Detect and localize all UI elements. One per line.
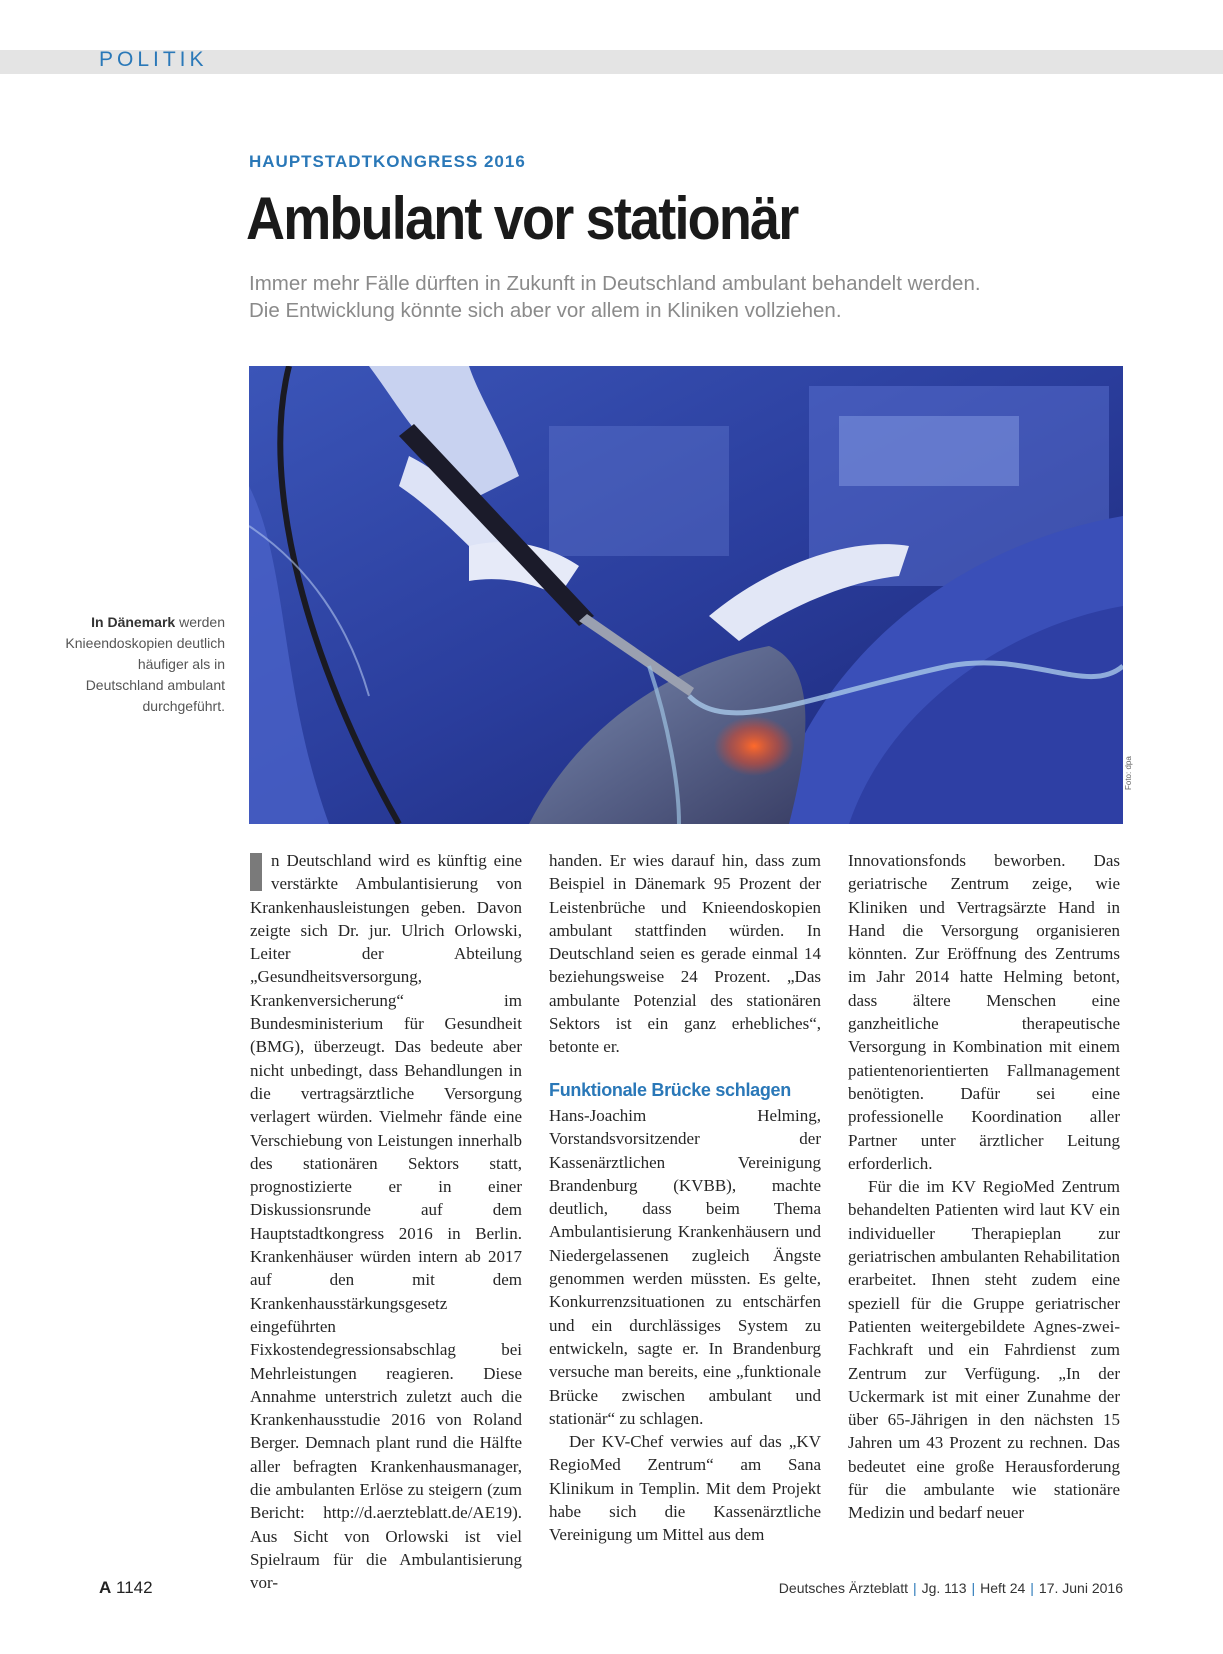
page-prefix: A [99, 1578, 112, 1597]
journal-issue: Heft 24 [980, 1580, 1026, 1596]
teaser-line: Immer mehr Fälle dürften in Zukunft in Deutschland ambulant behandelt werden. [249, 272, 981, 295]
page-number-value: 1142 [116, 1578, 153, 1597]
article-teaser [249, 270, 1149, 324]
text-column-1 [250, 849, 522, 1595]
journal-volume: Jg. 113 [921, 1580, 967, 1596]
paragraph: Hans-Joachim Helming, Vorstandsvorsitzender der Kassenärztlichen Vereinigung Brandenburg (KVBB), machte deutlich, dass beim Thema Ambulantisierung Krankenhäusern und Niedergelassenen zugleich Ängste genommen werden müssten. Es gelte, Konkurrenzsituationen zu entschärfen und ein durchlässiges System zu entwickeln, sagte er. In Brandenburg versuche man bereits, eine „funktionale Brücke zwischen ambulant und stationär“ zu schlagen. [549, 1105, 821, 1428]
caption-lead: In Dänemark [91, 614, 176, 630]
paragraph: Der KV-Chef verwies auf das „KV RegioMed Zentrum“ am Sana Klinikum in Templin. Mit dem Projekt habe sich die Kassenärztliche Vereinigung um Mittel aus dem [549, 1432, 821, 1545]
journal-date: 17. Juni 2016 [1038, 1580, 1123, 1596]
separator: | [912, 1580, 917, 1596]
section-label: POLITIK [99, 48, 208, 71]
teaser-line: Die Entwicklung könnte sich aber vor allem in Kliniken vollziehen. [249, 299, 842, 322]
text-column-3 [848, 849, 1120, 1525]
knee-endoscopy-photo [249, 366, 1123, 824]
journal-name: Deutsches Ärzteblatt [778, 1580, 908, 1596]
text-column-2 [549, 849, 821, 1547]
section-subheading: Funktionale Brücke schlagen [549, 1079, 791, 1100]
caption-text: werden Knieendoskopien deutlich häufiger als in Deutschland ambulant durchgeführt. [65, 614, 225, 714]
photo-caption [60, 612, 225, 717]
dropcap-initial [250, 853, 262, 891]
paragraph: handen. Er wies darauf hin, dass zum Beispiel in Dänemark 95 Prozent der Leistenbrüche und Knieendoskopien ambulant stattfinden würden. In Deutschland seien es gerade einmal 14 beziehungsweise 24 Prozent. „Das ambulante Potenzial des stationären Sektors ist ein ganz erhebliches“, betonte er. [549, 851, 821, 1057]
separator: | [1030, 1580, 1034, 1596]
photo-credit: Foto: dpa [1124, 756, 1133, 790]
page-number [99, 1578, 153, 1598]
paragraph: n Deutschland wird es künftig eine verstärkte Ambulantisierung von Krankenhausleistungen geben. Davon zeigte sich Dr. jur. Ulrich Orlowski, Leiter der Abteilung „Gesundheitsversorgung, Krankenversicherung“ im Bundesministerium für Gesundheit (BMG), überzeugt. Das bedeute aber nicht unbedingt, dass Behandlungen in die vertragsärztliche Versorgung verlagert würden. Vielmehr fände eine Verschiebung von Leistungen innerhalb des stationären Sektors statt, prognostizierte er in einer Diskussionsrunde auf dem Hauptstadtkongress 2016 in Berlin. Krankenhäuser würden intern ab 2017 auf den mit dem Krankenhausstärkungsgesetz eingeführten Fixkostendegressionsabschlag bei Mehrleistungen reagieren. Diese Annahme unterstrich zuletzt auch die Krankenhausstudie 2016 von Roland Berger. Demnach plant rund die Hälfte aller befragten Krankenhausmanager, die ambulanten Erlöse zu steigern (zum Bericht: http://d.aerzteblatt.de/AE19). Aus Sicht von Orlowski ist viel Spielraum für die Ambulantisierung vor- [250, 851, 522, 1593]
paragraph: Für die im KV RegioMed Zentrum behandelten Patienten wird laut KV ein individueller Therapieplan zur geriatrischen ambulanten Rehabilitation erarbeitet. Ihnen steht zudem eine speziell für die Gruppe geriatrischer Patienten weitergebildete Agnes-zwei-Fachkraft und ein Fahrdienst zum Zentrum zur Verfügung. „In der Uckermark ist mit einer Zunahme der über 65-Jährigen in den nächsten 15 Jahren um 43 Prozent zu rechnen. Das bedeutet eine große Herausforderung für die ambulante wie stationäre Medizin und bedarf neuer [848, 1177, 1120, 1523]
article-title: Ambulant vor stationär [246, 185, 798, 252]
journal-footer [779, 1580, 1123, 1596]
article-kicker: HAUPTSTADTKONGRESS 2016 [249, 152, 526, 171]
article-photo [249, 366, 1123, 824]
paragraph: Innovationsfonds beworben. Das geriatrische Zentrum zeige, wie Kliniken und Vertragsärzte Hand in Hand die Versorgung organisieren könnten. Zur Eröffnung des Zentrums im Jahr 2014 hatte Helming betont, dass ältere Menschen eine ganzheitliche therapeutische Versorgung in Kombination mit einem patientenorientierten Fallmanagement benötigten. Dafür sei eine professionelle Koordination aller Partner unter ärztlicher Leitung erforderlich. [848, 851, 1120, 1173]
separator: | [971, 1580, 976, 1596]
